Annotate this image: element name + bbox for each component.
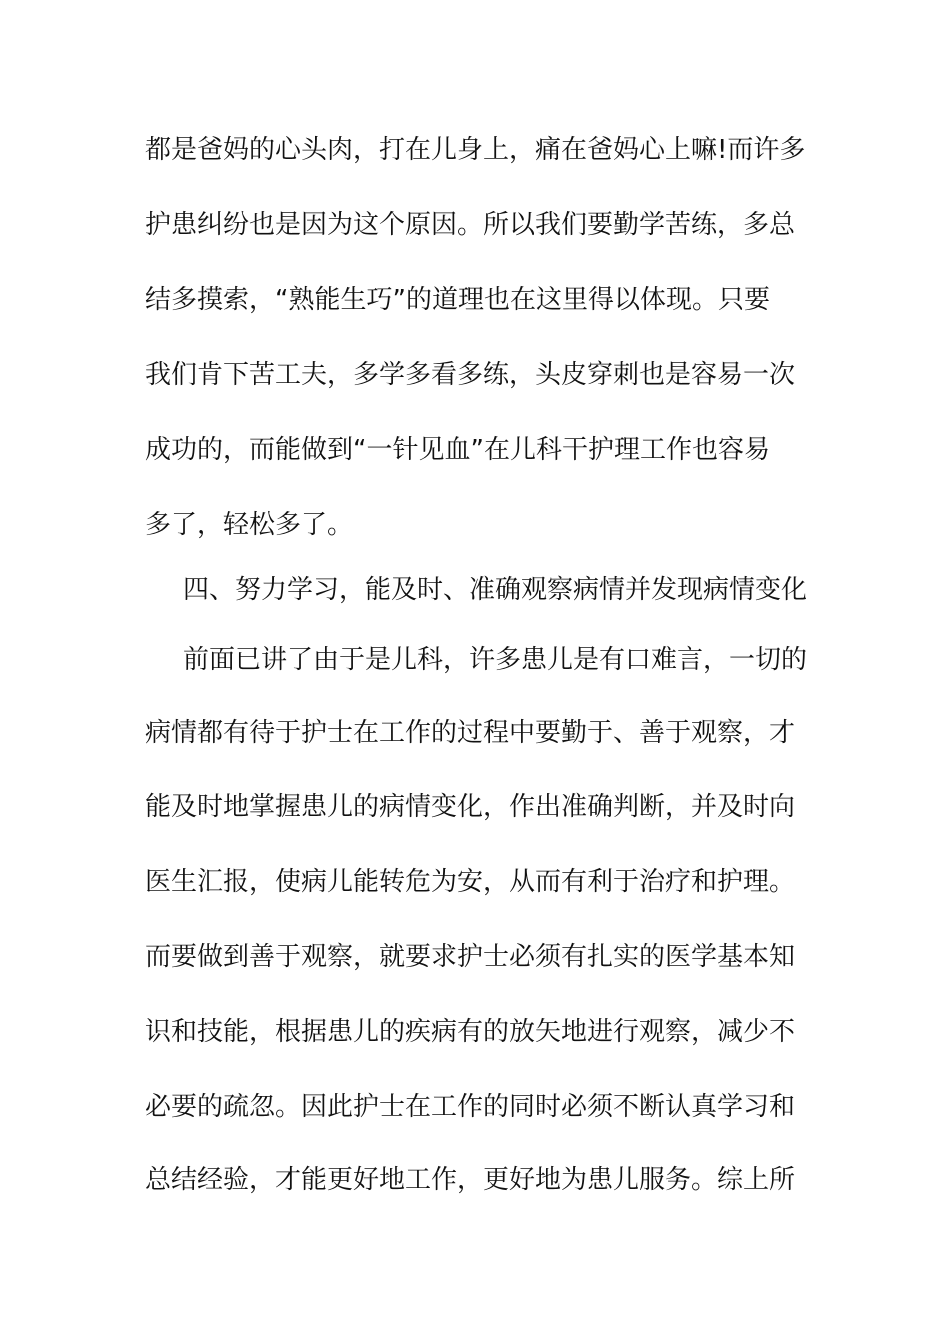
paragraph-line-5: 成功的，而能做到“一针见血”在儿科干护理工作也容易 bbox=[145, 435, 770, 465]
paragraph-line-4: 我们肯下苦工夫，多学多看多练，头皮穿刺也是容易一次 bbox=[145, 360, 796, 390]
paragraph-line-12: 而要做到善于观察，就要求护士必须有扎实的医学基本知 bbox=[145, 942, 796, 972]
paragraph-line-14: 必要的疏忽。因此护士在工作的同时必须不断认真学习和 bbox=[145, 1092, 796, 1122]
paragraph-line-11: 医生汇报，使病儿能转危为安，从而有利于治疗和护理。 bbox=[145, 867, 796, 897]
paragraph-line-8: 前面已讲了由于是儿科，许多患儿是有口难言，一切的 bbox=[183, 645, 808, 675]
paragraph-line-1: 都是爸妈的心头肉，打在儿身上，痛在爸妈心上嘛!而许多 bbox=[145, 135, 806, 165]
paragraph-line-6: 多了，轻松多了。 bbox=[145, 510, 354, 540]
section-heading: 四、努力学习，能及时、准确观察病情并发现病情变化 bbox=[183, 575, 808, 605]
paragraph-line-9: 病情都有待于护士在工作的过程中要勤于、善于观察，才 bbox=[145, 718, 796, 748]
paragraph-line-3: 结多摸索，“熟能生巧”的道理也在这里得以体现。只要 bbox=[145, 285, 770, 315]
paragraph-line-2: 护患纠纷也是因为这个原因。所以我们要勤学苦练，多总 bbox=[145, 210, 796, 240]
paragraph-line-15: 总结经验，才能更好地工作，更好地为患儿服务。综上所 bbox=[145, 1165, 796, 1195]
paragraph-line-13: 识和技能，根据患儿的疾病有的放矢地进行观察，减少不 bbox=[145, 1017, 796, 1047]
paragraph-line-10: 能及时地掌握患儿的病情变化，作出准确判断，并及时向 bbox=[145, 792, 796, 822]
